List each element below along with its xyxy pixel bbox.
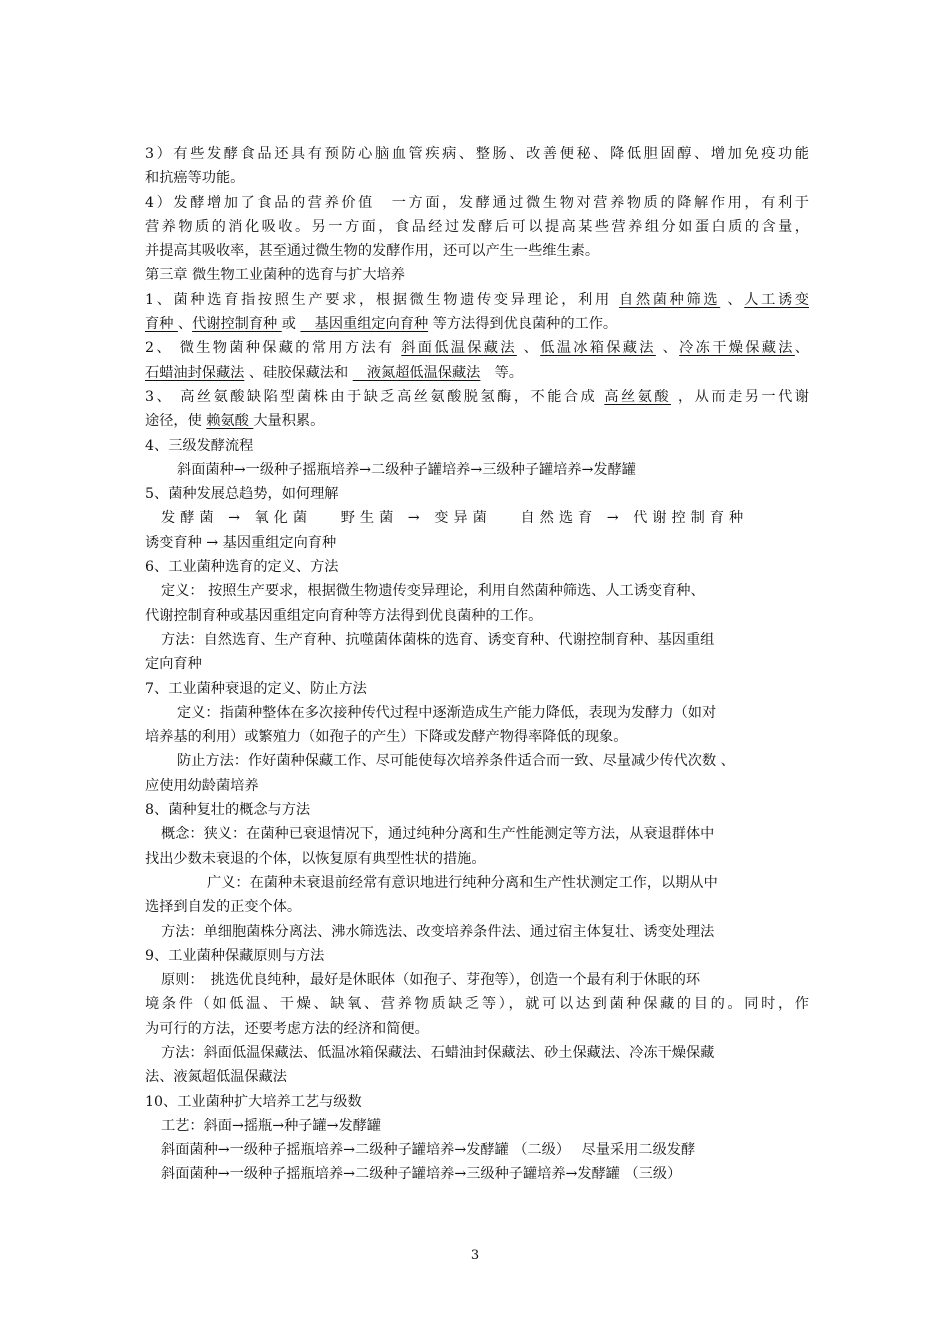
q3-answer-1: 高丝氨酸 <box>604 388 672 405</box>
paragraph-3-line-1: 3）有些发酵食品还具有预防心脑血管疾病、整肠、改善便秘、降低胆固醇、增加免疫功能 <box>145 146 809 162</box>
question-1-line-2 <box>145 312 809 336</box>
q3-text: 3、 高丝氨酸缺陷型菌株由于缺乏高丝氨酸脱氢酶，不能合成 <box>145 388 605 405</box>
page-number: 3 <box>470 1248 480 1263</box>
question-8-broad-line-2: 选择到自发的正变个体。 <box>145 899 302 916</box>
question-10-process: 工艺：斜面→摇瓶→种子罐→发酵罐 <box>161 1117 382 1134</box>
question-6-method-line-1: 方法：自然选育、生产育种、抗噬菌体菌株的选育、诱变育种、代谢控制育种、基因重组 <box>161 631 715 648</box>
question-7-title: 7、工业菌种衰退的定义、防止方法 <box>145 680 367 697</box>
q3-text-2: ，从而走另一代谢 <box>671 388 809 405</box>
question-5-line-1: 发酵菌 → 氧化菌 野生菌 → 变异菌 自然选育 → 代谢控制育种 <box>161 510 749 527</box>
q1-answer-3: 代谢控制育种 <box>192 316 282 333</box>
q3-tail: 大量积累。 <box>253 413 325 430</box>
question-8-broad-line-1: 广义：在菌种未衰退前经常有意识地进行纯种分离和生产性状测定工作，以期从中 <box>207 874 718 891</box>
question-3-line-2 <box>145 409 809 433</box>
question-5-line-2: 诱变育种 → 基因重组定向育种 <box>145 534 337 551</box>
q3-text-3: 途径，使 <box>145 413 207 430</box>
q2-tail: 等。 <box>480 364 523 381</box>
question-2-line-1 <box>145 336 809 360</box>
q2-answer-2: 低温冰箱保藏法 <box>540 340 656 357</box>
question-10-three-stage: 斜面菌种→一级种子摇瓶培养→二级种子罐培养→三级种子罐培养→发酵罐 （三级） <box>161 1166 682 1183</box>
paragraph-4-line-2: 营养物质的消化吸收。另一方面，食品经过发酵后可以提高某些营养组分如蛋白质的含量， <box>145 218 809 235</box>
question-4-body: 斜面菌种→一级种子摇瓶培养→二级种子罐培养→三级种子罐培养→发酵罐 <box>177 461 636 478</box>
q1-or: 或 <box>281 316 301 333</box>
q2-answer-5: 液氮超低温保藏法 <box>352 364 481 381</box>
q2-answer-1: 斜面低温保藏法 <box>401 340 517 357</box>
question-7-prevention-line-2: 应使用幼龄菌培养 <box>145 777 259 794</box>
question-5-title: 5、菌种发展总趋势，如何理解 <box>145 486 339 503</box>
q1-answer-1: 自然菌种筛选 <box>619 291 721 308</box>
question-10-two-stage: 斜面菌种→一级种子摇瓶培养→二级种子罐培养→发酵罐 （二级） 尽量采用二级发酵 <box>161 1142 696 1159</box>
q1-answer-4: 基因重组定向育种 <box>300 316 429 333</box>
q1-tail: 等方法得到优良菌种的工作。 <box>428 316 618 333</box>
q2-answer-3: 冷冻干燥保藏法 <box>679 340 795 357</box>
question-1-line-1 <box>145 288 809 312</box>
q1-separator: 、 <box>720 291 745 308</box>
question-9-principle-line-2: 境条件（如低温、干燥、缺氧、营养物质缺乏等），就可以达到菌种保藏的目的。同时，作 <box>145 996 809 1013</box>
question-8-concept-line-1: 概念：狭义：在菌种已衰退情况下，通过纯种分离和生产性能测定等方法，从衰退群体中 <box>161 826 715 843</box>
paragraph-4-line-1: 4）发酵增加了食品的营养价值 一方面，发酵通过微生物对营养物质的降解作用，有利于 <box>145 194 809 211</box>
q2-separator: 、硅胶保藏法和 <box>244 364 353 381</box>
q2-separator: 、 <box>794 340 809 357</box>
question-7-definition-line-1: 定义：指菌种整体在多次接种传代过程中逐渐造成生产能力降低，表现为发酵力（如对 <box>177 704 717 721</box>
paragraph-3-line-2: 和抗癌等功能。 <box>145 170 245 187</box>
q2-separator: 、 <box>655 340 680 357</box>
question-6-definition-line-2: 代谢控制育种或基因重组定向育种等方法得到优良菌种的工作。 <box>145 607 543 624</box>
question-8-concept-line-2: 找出少数未衰退的个体，以恢复原有典型性状的措施。 <box>145 850 486 867</box>
document-page <box>145 142 809 1187</box>
q3-answer-2: 赖氨酸 <box>206 413 254 430</box>
chapter-3-heading: 第三章 微生物工业菌种的选育与扩大培养 <box>145 267 405 284</box>
question-9-principle-line-1: 原则： 挑选优良纯种，最好是休眠体（如孢子、芽孢等），创造一个最有利于休眠的环 <box>161 972 701 989</box>
q1-text: 1、菌种选育指按照生产要求，根据微生物遗传变异理论，利用 <box>145 291 620 308</box>
question-6-definition-line-1: 定义： 按照生产要求，根据微生物遗传变异理论，利用自然菌种筛选、人工诱变育种、 <box>161 583 705 600</box>
q2-separator: 、 <box>516 340 541 357</box>
paragraph-4-line-3: 并提高其吸收率，甚至通过微生物的发酵作用，还可以产生一些维生素。 <box>145 243 600 260</box>
question-6-title: 6、工业菌种选育的定义、方法 <box>145 559 339 576</box>
q1-separator: 、 <box>177 316 193 333</box>
question-9-method-line-1: 方法：斜面低温保藏法、低温冰箱保藏法、石蜡油封保藏法、砂土保藏法、冷冻干燥保藏 <box>161 1044 715 1061</box>
question-2-line-2 <box>145 361 809 385</box>
question-8-method: 方法：单细胞菌株分离法、沸水筛选法、改变培养条件法、通过宿主体复壮、诱变处理法 <box>161 923 715 940</box>
q2-answer-4: 石蜡油封保藏法 <box>145 364 245 381</box>
q1-answer-2a: 人工诱变 <box>744 291 809 308</box>
question-7-definition-line-2: 培养基的利用）或繁殖力（如孢子的产生）下降或发酵产物得率降低的现象。 <box>145 729 628 746</box>
question-10-title: 10、工业菌种扩大培养工艺与级数 <box>145 1093 362 1110</box>
question-8-title: 8、菌种复壮的概念与方法 <box>145 802 311 819</box>
question-3-line-1 <box>145 385 809 409</box>
q2-text: 2、 微生物菌种保藏的常用方法有 <box>145 340 402 357</box>
question-7-prevention-line-1: 防止方法：作好菌种保藏工作、尽可能使每次培养条件适合而一致、尽量减少传代次数 、 <box>177 753 735 770</box>
q1-answer-2b: 育种 <box>145 316 178 333</box>
question-9-method-line-2: 法、液氮超低温保藏法 <box>145 1069 287 1086</box>
question-6-method-line-2: 定向育种 <box>145 656 202 673</box>
question-9-title: 9、工业菌种保藏原则与方法 <box>145 947 325 964</box>
question-9-principle-line-3: 为可行的方法，还要考虑方法的经济和简便。 <box>145 1020 429 1037</box>
question-4-title: 4、三级发酵流程 <box>145 437 254 454</box>
